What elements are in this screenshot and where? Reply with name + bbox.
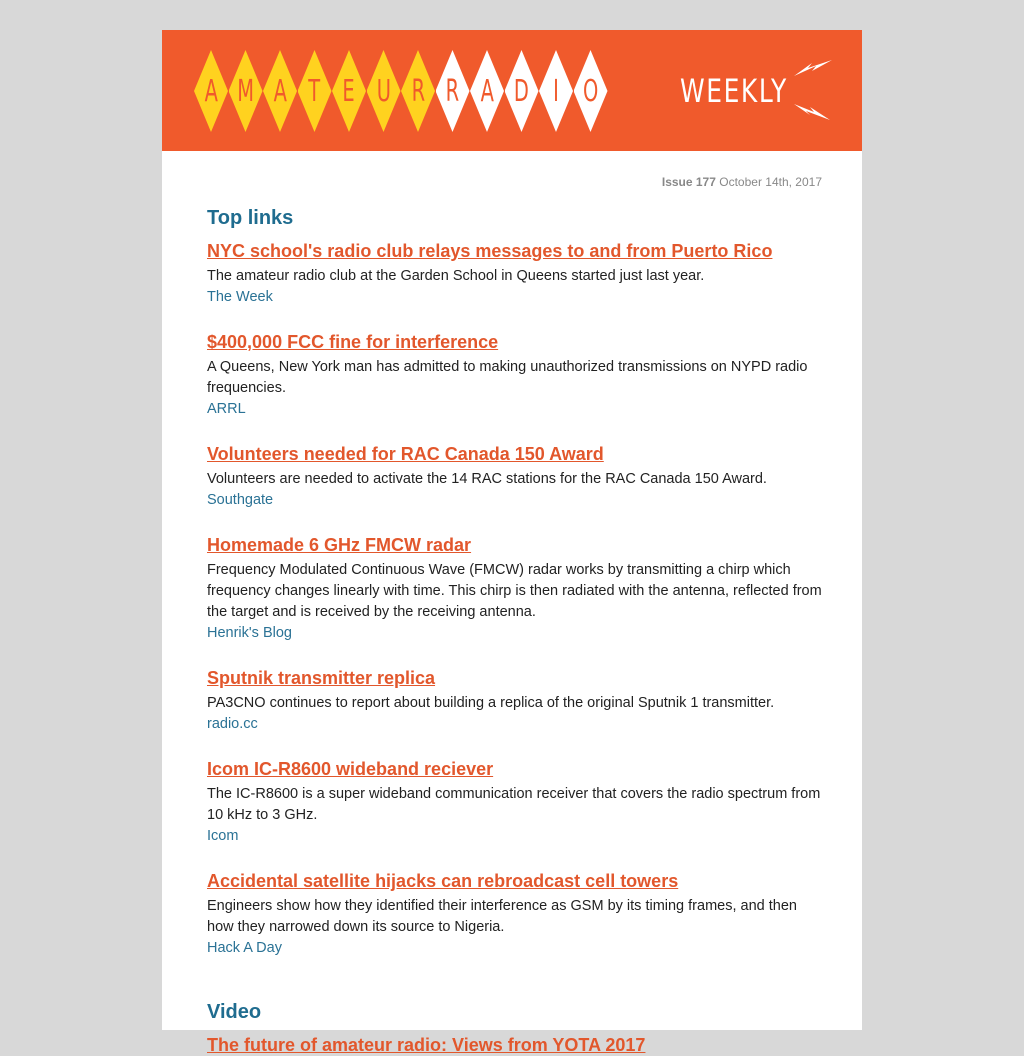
logo-diamond: I — [539, 50, 573, 132]
article-source-link[interactable]: The Week — [207, 289, 273, 305]
logo-diamond: A — [194, 50, 228, 132]
logo-weekly-text: WEEKLY — [680, 72, 788, 110]
logo-diamond: R — [401, 50, 435, 132]
article-description: A Queens, New York man has admitted to making unauthorized transmissions on NYPD radio frequencies. — [207, 359, 808, 396]
logo-diamond: O — [574, 50, 608, 132]
article-description: Volunteers are needed to activate the 14 RAC stations for the RAC Canada 150 Award. — [207, 471, 767, 487]
section-title-video: Video — [207, 1001, 262, 1023]
article-title-link[interactable]: Accidental satellite hijacks can rebroadcast cell towers — [207, 871, 679, 891]
article-title-link[interactable]: Homemade 6 GHz FMCW radar — [207, 535, 472, 555]
newsletter-page — [162, 30, 862, 1055]
logo-diamond: R — [436, 50, 470, 132]
video-item — [207, 1034, 822, 1056]
article-source-link[interactable]: ARRL — [207, 401, 246, 417]
article-item — [207, 870, 822, 959]
logo-diamond: E — [332, 50, 366, 132]
article-item — [207, 443, 822, 511]
article-title-link[interactable]: NYC school's radio club relays messages to and from Puerto Rico — [207, 241, 773, 261]
article-source-link[interactable]: Icom — [207, 828, 239, 844]
issue-info — [207, 175, 822, 189]
article-title-link[interactable]: Icom IC-R8600 wideband reciever — [207, 759, 494, 779]
article-source-link[interactable]: Henrik's Blog — [207, 625, 292, 641]
newsletter-header — [162, 30, 862, 151]
logo-diamond: M — [229, 50, 263, 132]
article-title-link[interactable]: Volunteers needed for RAC Canada 150 Award — [207, 444, 604, 464]
article-description: Engineers show how they identified their interference as GSM by its timing frames, and then how they narrowed down its source to Nigeria. — [207, 898, 797, 935]
article-item — [207, 331, 822, 420]
logo-diamond: T — [298, 50, 332, 132]
article-item — [207, 758, 822, 847]
lightning-bolt-icon — [794, 58, 832, 78]
issue-number: Issue 177 — [661, 175, 716, 189]
video-title-link[interactable]: The future of amateur radio: Views from YOTA 2017 — [207, 1035, 646, 1055]
article-item — [207, 240, 822, 308]
article-description: Frequency Modulated Continuous Wave (FMCW) radar works by transmitting a chirp which frequency changes linearly with time. This chirp is then radiated with the antenna, reflected from the target and is received by the receiving antenna. — [207, 562, 822, 620]
article-title-link[interactable]: $400,000 FCC fine for interference — [207, 332, 499, 352]
lightning-bolt-icon — [794, 102, 830, 122]
issue-date: October 14th, 2017 — [719, 175, 822, 189]
logo-diamond: A — [470, 50, 504, 132]
article-item — [207, 667, 822, 735]
logo-diamond: A — [263, 50, 297, 132]
article-item — [207, 534, 822, 644]
article-description: PA3CNO continues to report about building a replica of the original Sputnik 1 transmitter. — [207, 695, 775, 711]
article-title-link[interactable]: Sputnik transmitter replica — [207, 668, 436, 688]
article-source-link[interactable]: Southgate — [207, 492, 274, 508]
article-description: The amateur radio club at the Garden School in Queens started just last year. — [207, 268, 705, 284]
logo[interactable] — [194, 50, 608, 132]
section-title-top-links: Top links — [207, 207, 294, 229]
newsletter-content — [162, 175, 862, 1056]
article-description: The IC-R8600 is a super wideband communication receiver that covers the radio spectrum from 10 kHz to 3 GHz. — [207, 786, 821, 823]
article-source-link[interactable]: radio.cc — [207, 716, 258, 732]
logo-diamond: D — [505, 50, 539, 132]
logo-diamond: U — [367, 50, 401, 132]
article-source-link[interactable]: Hack A Day — [207, 940, 282, 956]
